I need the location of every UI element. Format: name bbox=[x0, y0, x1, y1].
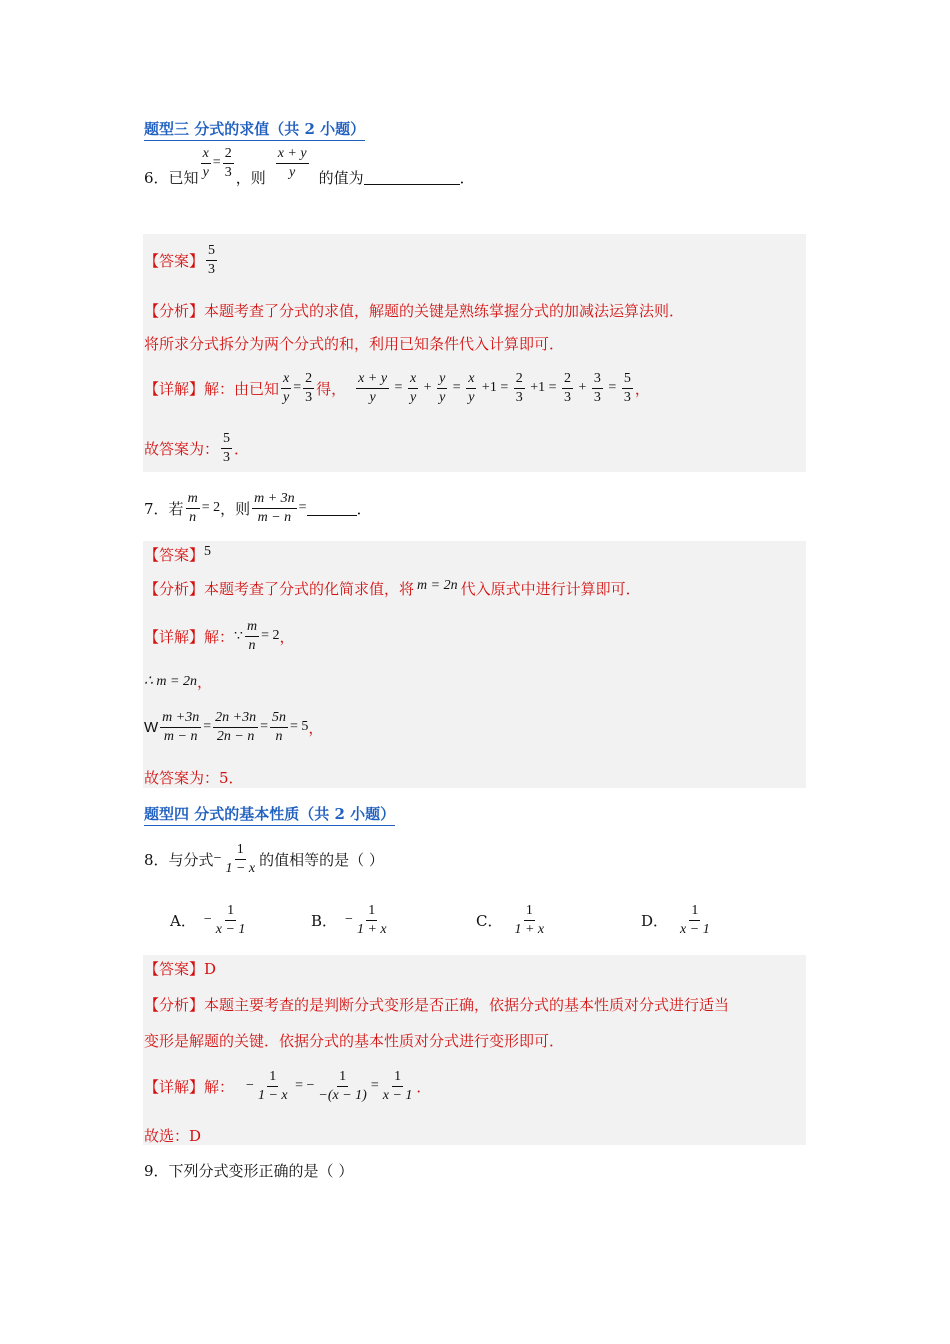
given-rhs-fraction: $\frac{2}{3}$ bbox=[224, 146, 232, 180]
section-heading-4: 题型四 分式的基本性质（共 2 小题） bbox=[144, 803, 395, 826]
question-6: 6． 已知 $\frac{x}{y}$ = $\frac{2}{3}$ ，则 $\frac{x + y}{y}$ 的值为 ． bbox=[144, 146, 475, 187]
analysis-line-6: 【分析】本题考查了分式的求值，解题的关键是熟练掌握分式的加减法运算法则． bbox=[144, 302, 685, 320]
final-line-7: 故答案为：5． bbox=[144, 769, 244, 787]
final-line-8: 故选：D bbox=[144, 1127, 202, 1145]
answer-line-7: 【答案】 5 bbox=[144, 543, 212, 564]
answer-fraction: $\frac{5}{3}$ bbox=[208, 243, 216, 277]
question-text: 已知 bbox=[168, 168, 199, 187]
option-a[interactable]: A． − $\frac{1}{x - 1}$ bbox=[170, 903, 246, 937]
question-9 bbox=[144, 1160, 353, 1181]
answer-line-8: 【答案】D bbox=[144, 960, 217, 978]
analysis-line-8: 【分析】本题主要考查的是判断分式变形是否正确，依据分式的基本性质对分式进行适当 bbox=[144, 996, 730, 1014]
analysis-line-7: 【分析】 本题考查了分式的化简求值，将 m = 2n 代入原式中进行计算即可． bbox=[144, 577, 641, 598]
detail-line-8: 【详解】 解： − $\frac{1}{1 - x}$ = − $\frac{1}{-(x - 1)}$ = $\frac{1}{x - 1}$ ． bbox=[144, 1069, 432, 1103]
question-number: 6． bbox=[144, 168, 169, 187]
question-7: 7． 若 $\frac{m}{n}$ = 2 ，则 $\frac{m + 3n}{m - n}$ = ． bbox=[144, 491, 372, 525]
question-number: 8． bbox=[144, 850, 169, 869]
question-8: 8． 与分式 − $\frac{1}{1 - x}$ 的值相等的是（ ） bbox=[144, 842, 384, 876]
answer-blank bbox=[307, 501, 357, 516]
given-fraction: $\frac{x}{y}$ bbox=[202, 146, 209, 180]
analysis-line-8b: 变形是解题的关键．依据分式的基本性质对分式进行变形即可． bbox=[144, 1032, 565, 1050]
answer-line-6: 【答案】 $\frac{5}{3}$ bbox=[144, 243, 216, 277]
detail-line-6: 【详解】 解：由已知 $\frac{x}{y}$ = $\frac{2}{3}$ 得， $\frac{x + y}{y}$ = $\frac{x}{y}$ + $\frac{y}{y}$ = $\frac{x}{y}$ +1 = $\frac{2}{3}$ +1 = $\frac{2}{3}$ + $\frac{3}{3}$ = $\frac{5}{3}$ ， bbox=[144, 371, 650, 405]
analysis-line-6b: 将所求分式拆分为两个分式的和，利用已知条件代入计算即可． bbox=[144, 335, 565, 353]
option-b[interactable]: B． − $\frac{1}{1 + x}$ bbox=[311, 903, 387, 937]
option-d[interactable]: D． $\frac{1}{x - 1}$ bbox=[641, 903, 710, 937]
question-number: 7． bbox=[144, 499, 169, 518]
final-line-6: 故答案为： $\frac{5}{3}$ ． bbox=[144, 431, 250, 465]
detail-line-7: 【详解】 解： ∵ $\frac{m}{n}$ = 2 ， bbox=[144, 619, 295, 653]
question-text: 下列分式变形正确的是（ ） bbox=[168, 1162, 354, 1180]
compute-line-7: W $\frac{m +3n}{m - n}$ = $\frac{2n +3n}{2n - n}$ = $\frac{5n}{n}$ = 5 ， bbox=[144, 710, 324, 744]
option-c[interactable]: C． $\frac{1}{1 + x}$ bbox=[476, 903, 545, 937]
section-heading-3: 题型三 分式的求值（共 2 小题） bbox=[144, 118, 365, 141]
therefore-line-7: ∴ m = 2n ， bbox=[144, 673, 212, 691]
question-number: 9． bbox=[144, 1162, 169, 1180]
target-fraction: $\frac{x + y}{y}$ bbox=[277, 146, 307, 180]
answer-blank bbox=[364, 170, 460, 185]
